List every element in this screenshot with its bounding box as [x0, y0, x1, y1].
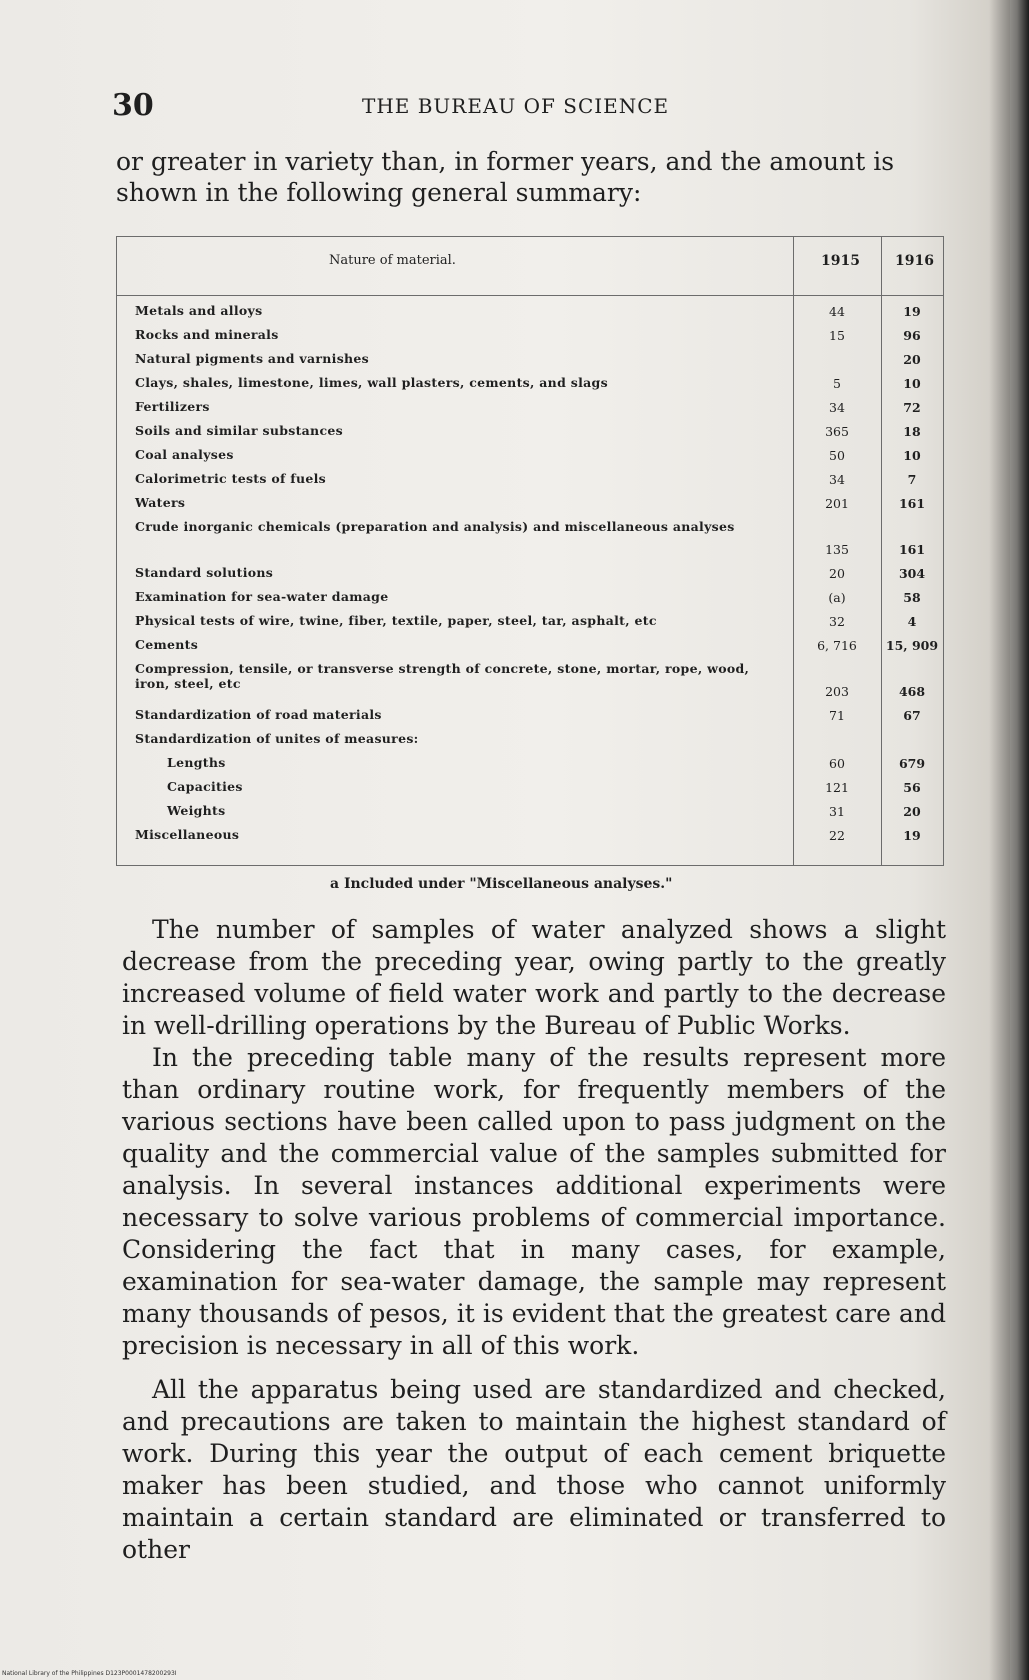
paragraph: The number of samples of water analyzed shows a slight decrease from the preceding year, owing partly to the greatly increased volume of field water work and partly to the decrease in well-drilling operations by the Bureau of Public Works.	[122, 915, 946, 1040]
value-1916: 679	[898, 756, 926, 771]
table-row	[117, 419, 943, 443]
table-row	[117, 703, 943, 727]
row-label: Capacities	[167, 779, 243, 794]
row-label: Clays, shales, limestone, limes, wall plasters, cements, and slags	[135, 375, 608, 390]
table-row	[117, 299, 943, 323]
value-1916: 161	[898, 542, 926, 557]
row-label: Rocks and minerals	[135, 327, 279, 342]
value-1916: 72	[903, 400, 921, 415]
table-row	[117, 491, 943, 515]
value-1916: 19	[903, 828, 921, 843]
row-label: Standard solutions	[135, 565, 274, 580]
table-row	[117, 727, 943, 751]
value-1916: 15, 909	[885, 638, 939, 653]
value-1915: 365	[825, 424, 849, 439]
table-row	[117, 585, 943, 609]
value-1915: 5	[833, 376, 841, 391]
value-1916: 10	[903, 376, 921, 391]
table-row	[117, 371, 943, 395]
value-1916: 67	[903, 708, 921, 723]
value-1916: 468	[898, 684, 926, 699]
value-1916: 19	[903, 304, 921, 319]
row-label: Compression, tensile, or transverse strength of concrete, stone, mortar, rope, wood, iron, steel, etc	[135, 661, 750, 691]
value-1915: 203	[825, 684, 849, 699]
value-1915: 31	[829, 804, 845, 819]
row-label: Waters	[135, 495, 186, 510]
row-label: Standardization of unites of measures:	[135, 731, 419, 746]
header-1915: 1915	[821, 253, 860, 269]
value-1915: 6, 716	[817, 638, 857, 653]
value-1915: 15	[829, 328, 845, 343]
library-imprint: National Library of the Philippines D123P0001478200293I	[2, 1670, 177, 1677]
header-1916: 1916	[895, 253, 934, 269]
value-1916: 4	[907, 614, 917, 629]
table-row	[117, 633, 943, 657]
value-1915: 20	[829, 566, 845, 581]
row-label: Calorimetric tests of fuels	[135, 471, 327, 486]
row-label: Crude inorganic chemicals (preparation and analysis) and miscellaneous analyses	[135, 519, 735, 534]
value-1915: 32	[829, 614, 845, 629]
row-label: Weights	[167, 803, 226, 818]
value-1915: 201	[825, 496, 849, 511]
row-label: Miscellaneous	[135, 827, 240, 842]
table-footnote: a Included under "Miscellaneous analyses."	[330, 876, 673, 892]
row-label: Examination for sea-water damage	[135, 589, 389, 604]
page-header	[112, 88, 932, 132]
summary-table	[116, 236, 944, 866]
value-1915: (a)	[828, 590, 846, 605]
table-row	[117, 823, 943, 847]
value-1915: 60	[829, 756, 845, 771]
value-1915: 22	[829, 828, 845, 843]
table-row	[117, 467, 943, 491]
table-body	[117, 299, 943, 847]
page-number: 30	[112, 88, 154, 123]
row-label: Physical tests of wire, twine, fiber, textile, paper, steel, tar, asphalt, etc	[135, 613, 657, 628]
row-label: Cements	[135, 637, 199, 652]
value-1915: 121	[825, 780, 849, 795]
row-label: Standardization of road materials	[135, 707, 382, 722]
value-1916: 20	[903, 804, 921, 819]
intro-text: or greater in variety than, in former years, and the amount is shown in the following general summary:	[116, 147, 895, 207]
paragraph: In the preceding table many of the results represent more than ordinary routine work, for frequently members of the various sections have been called upon to pass judgment on the quality and the commercial value of the samples submitted for analysis. In several instances additional experiments were necessary to solve various problems of commercial importance. Considering the fact that in many cases, for example, examination for sea-water damage, the sample may represent many thousands of pesos, it is evident that the greatest care and precision is necessary in all of this work.	[122, 1043, 946, 1360]
header-material: Nature of material.	[329, 253, 456, 268]
row-label: Natural pigments and varnishes	[135, 351, 370, 366]
table-row	[117, 395, 943, 419]
row-label: Soils and similar substances	[135, 423, 343, 438]
value-1916: 304	[898, 566, 926, 581]
table-row	[117, 347, 943, 371]
table-row	[117, 443, 943, 467]
row-label: Fertilizers	[135, 399, 210, 414]
table-row	[117, 323, 943, 347]
value-1916: 10	[903, 448, 921, 463]
value-1916: 18	[903, 424, 921, 439]
table-row	[117, 751, 943, 775]
value-1915: 71	[829, 708, 845, 723]
value-1916: 20	[903, 352, 921, 367]
paragraph: All the apparatus being used are standardized and checked, and precautions are taken to maintain the highest standard of work. During this year the output of each cement briquette maker has been studied, and those who cannot uniformly maintain a certain standard are eliminated or transferred to other	[122, 1375, 946, 1564]
table-row	[117, 799, 943, 823]
value-1915: 34	[829, 472, 845, 487]
page-edge-shadow	[989, 0, 1029, 1680]
value-1916: 161	[898, 496, 926, 511]
table-row	[117, 775, 943, 799]
value-1916: 7	[907, 472, 917, 487]
row-label: Coal analyses	[135, 447, 234, 462]
value-1915: 34	[829, 400, 845, 415]
value-1916: 96	[903, 328, 921, 343]
value-1915: 50	[829, 448, 845, 463]
table-row	[117, 657, 943, 703]
row-label: Lengths	[167, 755, 226, 770]
value-1916: 56	[903, 780, 921, 795]
running-head: THE BUREAU OF SCIENCE	[362, 94, 670, 118]
table-row	[117, 515, 943, 561]
table-row	[117, 609, 943, 633]
table-row	[117, 561, 943, 585]
value-1915: 135	[825, 542, 849, 557]
table-header	[117, 237, 943, 296]
value-1916: 58	[903, 590, 921, 605]
value-1915: 44	[829, 304, 845, 319]
row-label: Metals and alloys	[135, 303, 263, 318]
